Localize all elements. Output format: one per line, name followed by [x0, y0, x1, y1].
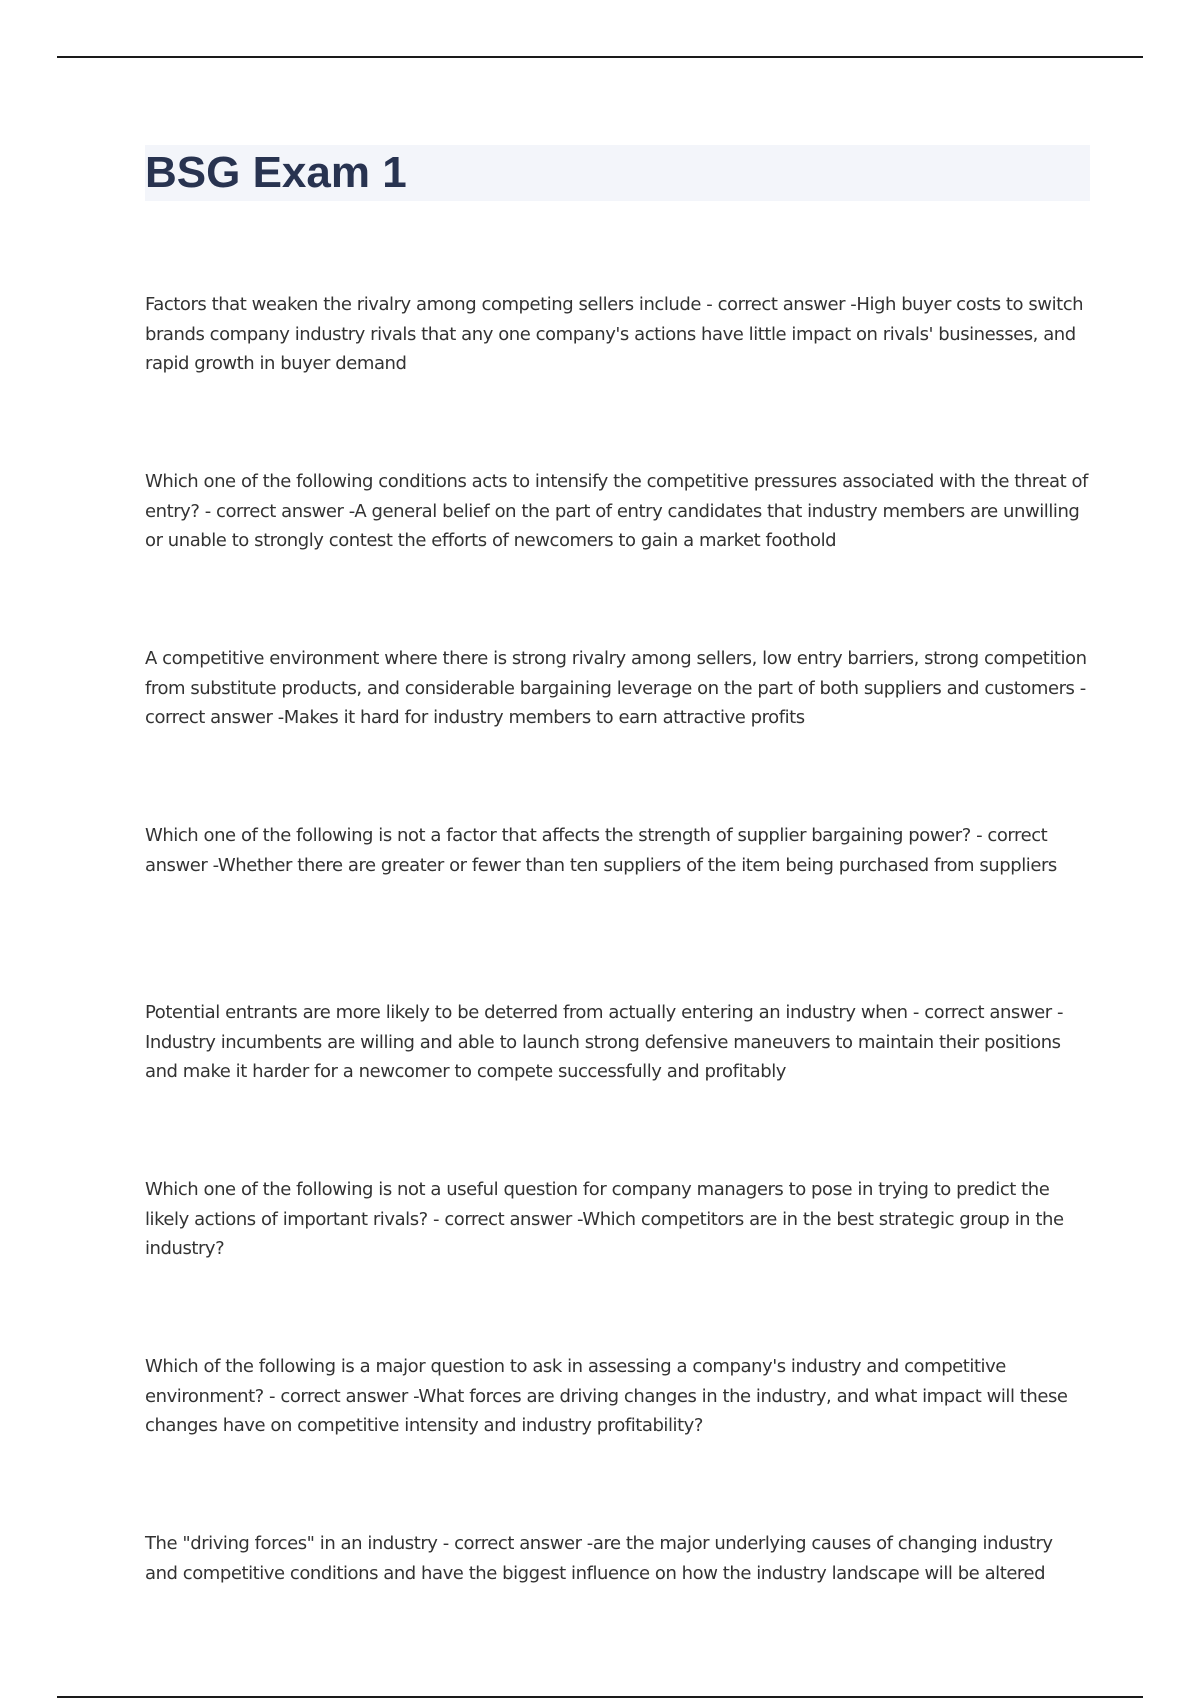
qa-item: Potential entrants are more likely to be deterred from actually entering an industry when - correct answer -Industry incumbents are willing and able to launch strong defensive maneuvers to maintain their positions and make it harder for a newcomer to compete successfully and profitably: [145, 1002, 1064, 1082]
qa-list: [145, 290, 1090, 1706]
qa-item: The "driving forces" in an industry - correct answer -are the major underlying causes of changing industry and competitive conditions and have the biggest influence on how the industry landscape will be altered: [145, 1533, 1053, 1584]
qa-item: Which of the following is a major question to ask in assessing a company's industry and competitive environment? - correct answer -What forces are driving changes in the industry, and what impact will these changes have on competitive intensity and industry profitability?: [145, 1356, 1068, 1436]
top-rule: [57, 56, 1143, 58]
qa-item: Factors that weaken the rivalry among competing sellers include - correct answer -High buyer costs to switch brands company industry rivals that any one company's actions have little impact on rivals' businesses, and rapid growth in buyer demand: [145, 294, 1084, 374]
qa-item: Which one of the following is not a useful question for company managers to pose in trying to predict the likely actions of important rivals? - correct answer -Which competitors are in the best strategic group in the industry?: [145, 1179, 1064, 1259]
qa-item: A competitive environment where there is strong rivalry among sellers, low entry barriers, strong competition from substitute products, and considerable bargaining leverage on the part of both suppliers and customers - correct answer -Makes it hard for industry members to earn attractive profits: [145, 648, 1087, 728]
qa-item: Which one of the following conditions acts to intensify the competitive pressures associated with the threat of entry? - correct answer -A general belief on the part of entry candidates that industry members are unwilling or unable to strongly contest the efforts of newcomers to gain a market foothold: [145, 471, 1088, 551]
qa-item: Which one of the following is not a factor that affects the strength of supplier bargaining power? - correct answer -Whether there are greater or fewer than ten suppliers of the item being purchased from suppliers: [145, 825, 1057, 876]
bottom-rule: [57, 1696, 1143, 1698]
document-title: BSG Exam 1: [145, 148, 407, 197]
